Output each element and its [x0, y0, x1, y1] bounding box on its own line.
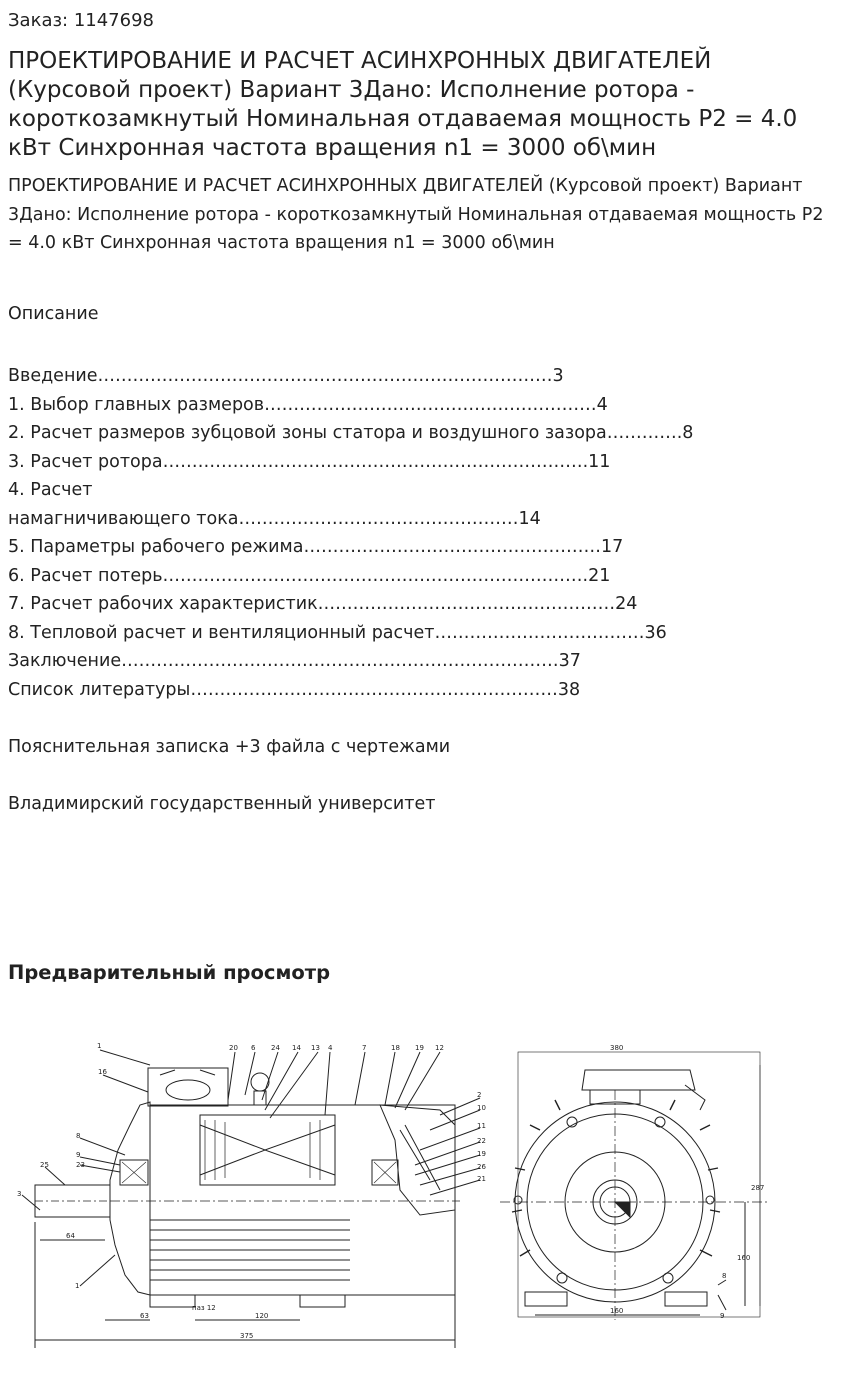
- dimension-label: 160: [737, 1254, 751, 1262]
- toc-item: 1. Выбор главных размеров…………………………………………………4: [8, 394, 608, 415]
- dimension-label: 380: [610, 1044, 624, 1052]
- dimension-label: 287: [751, 1184, 765, 1192]
- page-subtitle: ПРОЕКТИРОВАНИЕ И РАСЧЕТ АСИНХРОННЫХ ДВИГАТЕЛЕЙ (Курсовой проект) Вариант 3Дано: Исполнение ротора - короткозамкнутый Номинальная отдаваемая мощность Р2 = 4.0 кВт Синхронная частота вращения n1 = 3000 об\мин: [8, 176, 824, 253]
- toc-item: 4. Расчет: [8, 480, 93, 500]
- callout-label: 24: [271, 1044, 280, 1052]
- callout-label: 19: [415, 1044, 424, 1052]
- callout-label: 23: [76, 1161, 85, 1169]
- toc-item: 6. Расчет потерь……………………………………………………………….21: [8, 565, 611, 586]
- toc-item: намагничивающего тока…………………………………………14: [8, 508, 541, 529]
- callout-label: 10: [477, 1104, 486, 1112]
- callout-label: 16: [98, 1068, 107, 1076]
- toc-item: Заключение…………………………………………………………………37: [8, 651, 581, 671]
- university-name: Владимирский государственный университет: [8, 794, 436, 814]
- callout-label: 21: [477, 1175, 486, 1183]
- dimension-label: 160: [610, 1307, 624, 1315]
- toc-item: 7. Расчет рабочих характеристик……………………………………………24: [8, 594, 638, 614]
- callout-label: 9: [76, 1151, 81, 1159]
- table-of-contents: [8, 362, 693, 704]
- dimension-label: 64: [66, 1232, 75, 1240]
- toc-item: 2. Расчет размеров зубцовой зоны статора и воздушного зазора………….8: [8, 423, 694, 443]
- callout-label: 2: [477, 1091, 482, 1099]
- dimension-label: паз 12: [192, 1304, 216, 1312]
- callout-label: 12: [435, 1044, 444, 1052]
- description-label: Описание: [8, 304, 99, 324]
- preview-heading: Предварительный просмотр: [8, 961, 331, 984]
- callout-label: 3: [17, 1190, 22, 1198]
- motor-drawing-svg: [0, 1030, 847, 1375]
- order-number: Заказ: 1147698: [8, 10, 154, 31]
- callout-label: 20: [229, 1044, 238, 1052]
- callout-label: 25: [40, 1161, 49, 1169]
- callout-label: 19: [477, 1150, 486, 1158]
- toc-item: 3. Расчет ротора……………………………………………………………….11: [8, 451, 611, 472]
- callout-label: 26: [477, 1163, 486, 1171]
- callout-label: 11: [477, 1122, 486, 1130]
- dimension-label: 375: [240, 1332, 254, 1340]
- dimension-label: 120: [255, 1312, 269, 1320]
- callout-label: 7: [362, 1044, 367, 1052]
- callout-label: 6: [251, 1044, 256, 1052]
- callout-label: 8: [76, 1132, 81, 1140]
- callout-label: 1: [97, 1042, 102, 1050]
- toc-item: 5. Параметры рабочего режима……………………………………………17: [8, 537, 624, 557]
- motor-drawing-preview: [0, 1030, 847, 1375]
- toc-item: Введение……………………………………………………………………3: [8, 366, 564, 386]
- dimension-label: 9: [720, 1312, 725, 1320]
- callout-label: 13: [311, 1044, 320, 1052]
- callout-label: 18: [391, 1044, 400, 1052]
- attachment-note: Пояснительная записка +3 файла с чертежами: [8, 737, 451, 757]
- dimension-label: 8: [722, 1272, 727, 1280]
- dimension-label: 63: [140, 1312, 149, 1320]
- page-title: ПРОЕКТИРОВАНИЕ И РАСЧЕТ АСИНХРОННЫХ ДВИГАТЕЛЕЙ (Курсовой проект) Вариант 3Дано: Исполнение ротора - короткозамкнутый Номинальная отдаваемая мощность Р2 = 4.0 кВт Синхронная частота вращения n1 = 3000 об\мин: [8, 48, 798, 161]
- toc-item: 8. Тепловой расчет и вентиляционный расчет………………………………36: [8, 622, 667, 643]
- callout-label: 1: [75, 1282, 80, 1290]
- callout-label: 14: [292, 1044, 301, 1052]
- callout-label: 4: [328, 1044, 333, 1052]
- toc-item: Список литературы………………………………………………………38: [8, 679, 581, 700]
- callout-label: 22: [477, 1137, 486, 1145]
